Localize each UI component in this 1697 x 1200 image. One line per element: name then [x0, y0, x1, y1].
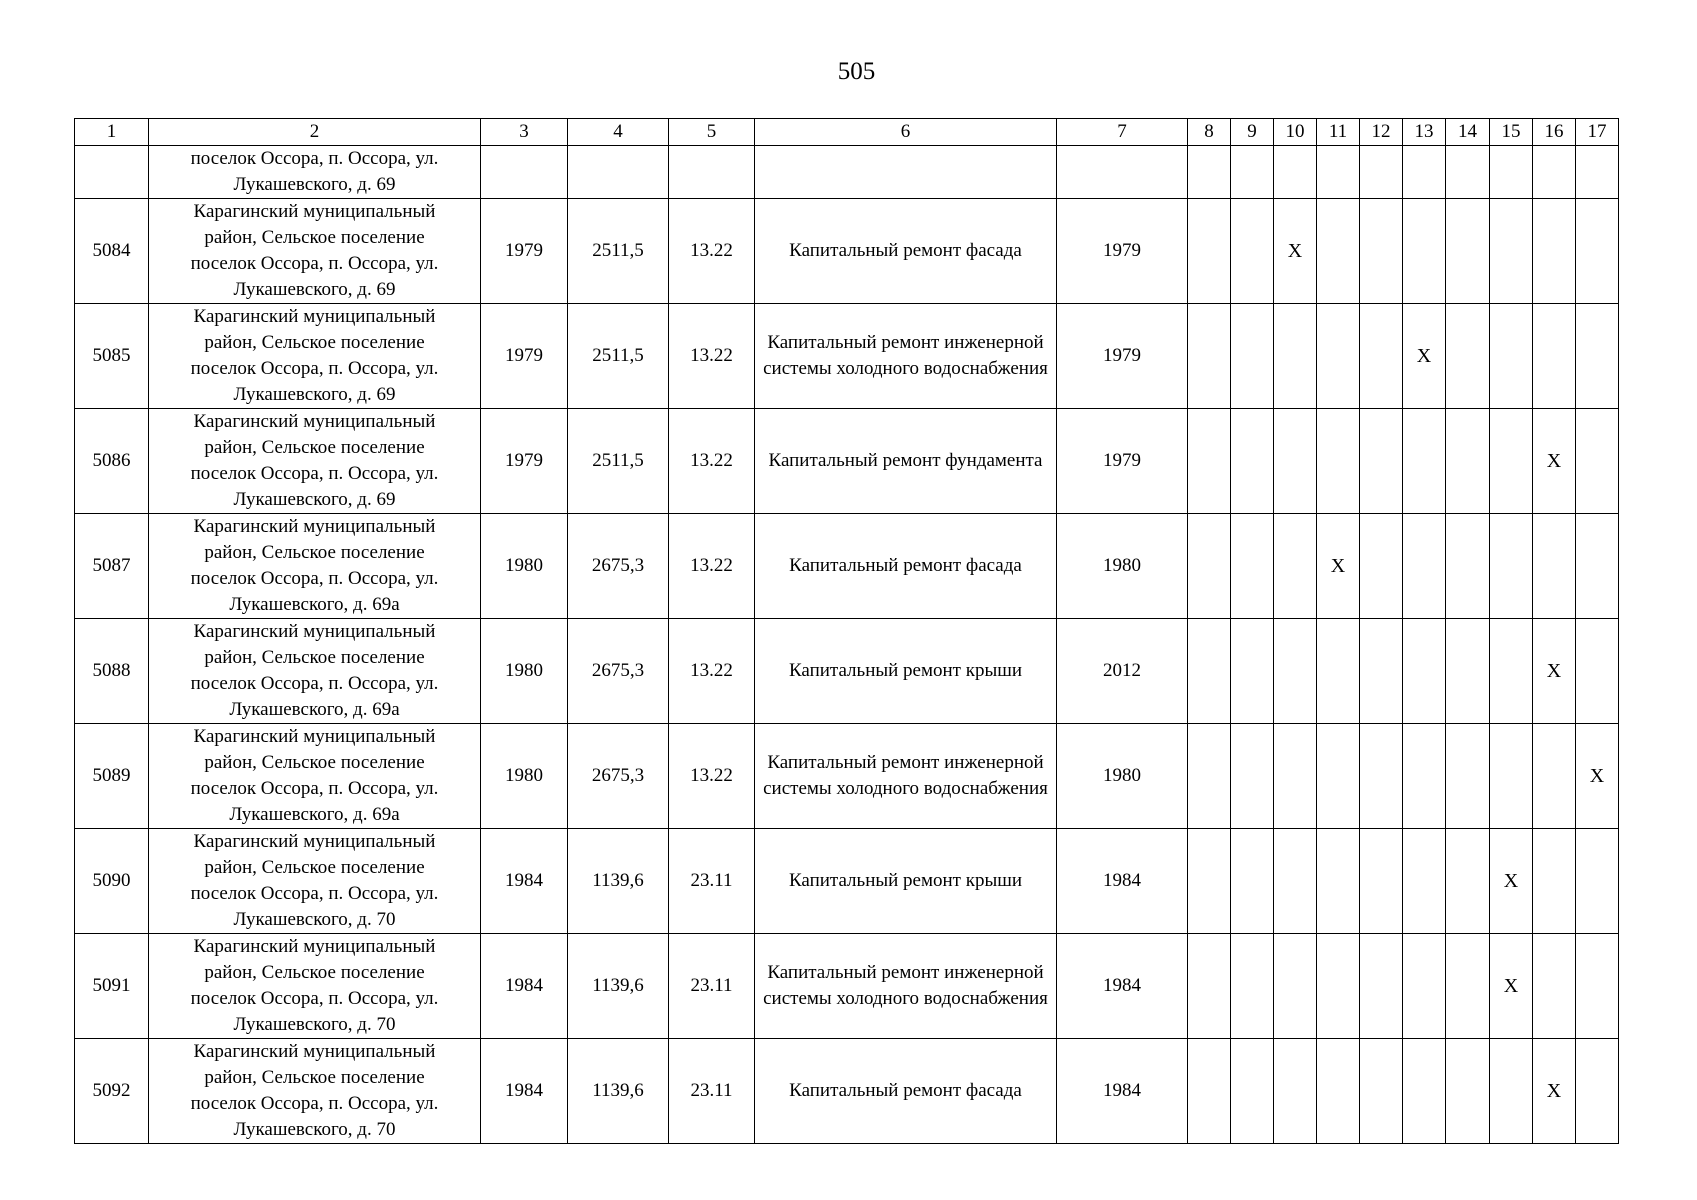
empty-cell: [1231, 199, 1274, 304]
table-row: [75, 934, 1619, 1039]
empty-cell: [1188, 829, 1231, 934]
code-cell: 23.11: [669, 1039, 755, 1144]
column-number-cell: 13: [1403, 119, 1446, 146]
table-row: [75, 304, 1619, 409]
empty-cell: [1490, 199, 1533, 304]
address-line: поселок Оссора, п. Оссора, ул.: [190, 673, 439, 694]
address-line: Карагинский муниципальный: [193, 306, 436, 327]
row-number-cell: 5090: [75, 829, 149, 934]
empty-cell: [1188, 146, 1231, 199]
empty-cell: [1274, 514, 1317, 619]
table-row: [75, 199, 1619, 304]
empty-cell: [1576, 934, 1619, 1039]
address-line: район, Сельское поселение: [204, 962, 425, 983]
empty-cell: [1188, 199, 1231, 304]
empty-cell: [669, 146, 755, 199]
mark-cell: X: [1490, 934, 1533, 1039]
empty-cell: [1576, 619, 1619, 724]
empty-cell: [1360, 724, 1403, 829]
empty-cell: [1231, 146, 1274, 199]
area-cell: 1139,6: [568, 1039, 669, 1144]
empty-cell: [755, 146, 1057, 199]
address-cell: [149, 199, 481, 304]
empty-cell: [1274, 724, 1317, 829]
year-cell: 1979: [1057, 199, 1188, 304]
empty-cell: [1360, 934, 1403, 1039]
empty-cell: [1188, 409, 1231, 514]
empty-cell: [1231, 724, 1274, 829]
empty-cell: [1533, 514, 1576, 619]
mark-cell: X: [1490, 829, 1533, 934]
mark-cell: X: [1533, 619, 1576, 724]
year-cell: 1979: [481, 199, 568, 304]
mark-cell: X: [1533, 1039, 1576, 1144]
empty-cell: [1533, 199, 1576, 304]
work-type-cell: Капитальный ремонт фасада: [755, 1039, 1057, 1144]
address-cell: [149, 146, 481, 199]
empty-cell: [1490, 514, 1533, 619]
column-number-cell: 5: [669, 119, 755, 146]
empty-cell: [1446, 1039, 1490, 1144]
empty-cell: [1446, 409, 1490, 514]
empty-cell: [1446, 724, 1490, 829]
address-line: Лукашевского, д. 69: [233, 174, 396, 195]
area-cell: 2675,3: [568, 619, 669, 724]
address-cell: [149, 409, 481, 514]
address-line: поселок Оссора, п. Оссора, ул.: [190, 358, 439, 379]
address-line: Карагинский муниципальный: [193, 621, 436, 642]
empty-cell: [1576, 409, 1619, 514]
empty-cell: [1188, 619, 1231, 724]
year-cell: 1980: [481, 724, 568, 829]
column-number-cell: 10: [1274, 119, 1317, 146]
empty-cell: [1403, 829, 1446, 934]
address-line: Лукашевского, д. 70: [233, 909, 396, 930]
year-cell: 1980: [1057, 514, 1188, 619]
empty-cell: [1274, 304, 1317, 409]
empty-cell: [1231, 934, 1274, 1039]
column-number-cell: 11: [1317, 119, 1360, 146]
empty-cell: [1446, 304, 1490, 409]
empty-cell: [1490, 619, 1533, 724]
empty-cell: [1317, 934, 1360, 1039]
empty-cell: [1490, 1039, 1533, 1144]
empty-cell: [568, 146, 669, 199]
address-line: поселок Оссора, п. Оссора, ул.: [190, 148, 439, 169]
work-type-cell: Капитальный ремонт крыши: [755, 619, 1057, 724]
empty-cell: [1231, 1039, 1274, 1144]
row-number-cell: 5085: [75, 304, 149, 409]
empty-cell: [1533, 934, 1576, 1039]
empty-cell: [1490, 146, 1533, 199]
area-cell: 2511,5: [568, 304, 669, 409]
address-line: Карагинский муниципальный: [193, 1041, 436, 1062]
work-type-cell: Капитальный ремонт фундамента: [755, 409, 1057, 514]
empty-cell: [1274, 1039, 1317, 1144]
code-cell: 13.22: [669, 514, 755, 619]
code-cell: 13.22: [669, 199, 755, 304]
area-cell: 1139,6: [568, 829, 669, 934]
address-line: Карагинский муниципальный: [193, 201, 436, 222]
empty-cell: [1360, 146, 1403, 199]
year-cell: 1979: [481, 409, 568, 514]
capital-repair-table: [74, 118, 1619, 1144]
empty-cell: [1446, 146, 1490, 199]
column-number-cell: 6: [755, 119, 1057, 146]
address-cell: [149, 934, 481, 1039]
empty-cell: [1446, 829, 1490, 934]
column-number-cell: 4: [568, 119, 669, 146]
address-line: Лукашевского, д. 70: [233, 1119, 396, 1140]
empty-cell: [1188, 1039, 1231, 1144]
address-line: Карагинский муниципальный: [193, 831, 436, 852]
empty-cell: [1317, 619, 1360, 724]
year-cell: 1984: [1057, 934, 1188, 1039]
empty-cell: [1360, 1039, 1403, 1144]
column-number-cell: 9: [1231, 119, 1274, 146]
table-row: [75, 1039, 1619, 1144]
table-row: [75, 514, 1619, 619]
empty-cell: [1490, 304, 1533, 409]
year-cell: 1980: [481, 514, 568, 619]
row-number-cell: 5091: [75, 934, 149, 1039]
empty-cell: [1274, 619, 1317, 724]
column-number-cell: 2: [149, 119, 481, 146]
address-line: Карагинский муниципальный: [193, 726, 436, 747]
code-cell: 13.22: [669, 724, 755, 829]
address-line: район, Сельское поселение: [204, 752, 425, 773]
empty-cell: [1188, 514, 1231, 619]
year-cell: 1984: [481, 1039, 568, 1144]
empty-cell: [1231, 304, 1274, 409]
column-number-row: [75, 119, 1619, 146]
empty-cell: [1403, 1039, 1446, 1144]
code-cell: 13.22: [669, 619, 755, 724]
work-type-cell: Капитальный ремонт фасада: [755, 514, 1057, 619]
continuation-row: [75, 146, 1619, 199]
year-cell: 2012: [1057, 619, 1188, 724]
empty-cell: [1188, 934, 1231, 1039]
empty-cell: [1057, 146, 1188, 199]
empty-cell: [1403, 934, 1446, 1039]
address-line: Лукашевского, д. 70: [233, 1014, 396, 1035]
address-line: район, Сельское поселение: [204, 857, 425, 878]
area-cell: 2511,5: [568, 199, 669, 304]
table-row: [75, 619, 1619, 724]
empty-cell: [1533, 146, 1576, 199]
year-cell: 1979: [1057, 304, 1188, 409]
empty-cell: [1490, 724, 1533, 829]
column-number-cell: 12: [1360, 119, 1403, 146]
address-cell: [149, 1039, 481, 1144]
column-number-cell: 3: [481, 119, 568, 146]
empty-cell: [1576, 146, 1619, 199]
address-cell: [149, 619, 481, 724]
address-line: Лукашевского, д. 69: [233, 384, 396, 405]
address-line: Карагинский муниципальный: [193, 516, 436, 537]
address-line: район, Сельское поселение: [204, 437, 425, 458]
empty-cell: [75, 146, 149, 199]
empty-cell: [1360, 304, 1403, 409]
empty-cell: [1274, 934, 1317, 1039]
address-line: Карагинский муниципальный: [193, 936, 436, 957]
area-cell: 1139,6: [568, 934, 669, 1039]
address-line: район, Сельское поселение: [204, 542, 425, 563]
table-row: [75, 409, 1619, 514]
empty-cell: [1360, 514, 1403, 619]
address-cell: [149, 304, 481, 409]
empty-cell: [1576, 1039, 1619, 1144]
column-number-cell: 7: [1057, 119, 1188, 146]
year-cell: 1984: [1057, 1039, 1188, 1144]
area-cell: 2675,3: [568, 514, 669, 619]
work-type-cell: Капитальный ремонт инженерной системы холодного водоснабжения: [755, 304, 1057, 409]
address-line: Лукашевского, д. 69а: [229, 699, 400, 720]
empty-cell: [1360, 199, 1403, 304]
empty-cell: [1317, 1039, 1360, 1144]
mark-cell: X: [1274, 199, 1317, 304]
code-cell: 13.22: [669, 304, 755, 409]
empty-cell: [1403, 199, 1446, 304]
empty-cell: [1360, 409, 1403, 514]
address-line: поселок Оссора, п. Оссора, ул.: [190, 253, 439, 274]
code-cell: 23.11: [669, 934, 755, 1039]
empty-cell: [1403, 619, 1446, 724]
year-cell: 1984: [481, 934, 568, 1039]
row-number-cell: 5092: [75, 1039, 149, 1144]
empty-cell: [1231, 409, 1274, 514]
empty-cell: [1317, 409, 1360, 514]
empty-cell: [1403, 146, 1446, 199]
empty-cell: [1274, 146, 1317, 199]
address-line: Лукашевского, д. 69а: [229, 594, 400, 615]
empty-cell: [1231, 829, 1274, 934]
mark-cell: X: [1533, 409, 1576, 514]
empty-cell: [1274, 829, 1317, 934]
address-line: район, Сельское поселение: [204, 1067, 425, 1088]
row-number-cell: 5089: [75, 724, 149, 829]
empty-cell: [1446, 199, 1490, 304]
address-cell: [149, 829, 481, 934]
empty-cell: [1403, 514, 1446, 619]
column-number-cell: 15: [1490, 119, 1533, 146]
address-line: поселок Оссора, п. Оссора, ул.: [190, 883, 439, 904]
empty-cell: [1576, 514, 1619, 619]
page-number: 505: [837, 58, 876, 85]
empty-cell: [1576, 829, 1619, 934]
mark-cell: X: [1403, 304, 1446, 409]
column-number-cell: 8: [1188, 119, 1231, 146]
address-line: район, Сельское поселение: [204, 647, 425, 668]
address-cell: [149, 724, 481, 829]
year-cell: 1984: [1057, 829, 1188, 934]
empty-cell: [1576, 199, 1619, 304]
work-type-cell: Капитальный ремонт фасада: [755, 199, 1057, 304]
empty-cell: [1274, 409, 1317, 514]
row-number-cell: 5084: [75, 199, 149, 304]
code-cell: 23.11: [669, 829, 755, 934]
year-cell: 1979: [1057, 409, 1188, 514]
row-number-cell: 5086: [75, 409, 149, 514]
empty-cell: [1360, 829, 1403, 934]
empty-cell: [1533, 829, 1576, 934]
empty-cell: [1231, 619, 1274, 724]
empty-cell: [1317, 199, 1360, 304]
address-line: поселок Оссора, п. Оссора, ул.: [190, 463, 439, 484]
row-number-cell: 5088: [75, 619, 149, 724]
empty-cell: [1446, 934, 1490, 1039]
empty-cell: [1360, 619, 1403, 724]
empty-cell: [1317, 724, 1360, 829]
table-row: [75, 829, 1619, 934]
empty-cell: [1533, 724, 1576, 829]
empty-cell: [481, 146, 568, 199]
empty-cell: [1188, 724, 1231, 829]
empty-cell: [1576, 304, 1619, 409]
year-cell: 1980: [1057, 724, 1188, 829]
row-number-cell: 5087: [75, 514, 149, 619]
empty-cell: [1188, 304, 1231, 409]
work-type-cell: Капитальный ремонт крыши: [755, 829, 1057, 934]
year-cell: 1980: [481, 619, 568, 724]
address-line: район, Сельское поселение: [204, 227, 425, 248]
mark-cell: X: [1576, 724, 1619, 829]
address-line: район, Сельское поселение: [204, 332, 425, 353]
column-number-cell: 17: [1576, 119, 1619, 146]
column-number-cell: 14: [1446, 119, 1490, 146]
year-cell: 1979: [481, 304, 568, 409]
year-cell: 1984: [481, 829, 568, 934]
address-line: поселок Оссора, п. Оссора, ул.: [190, 568, 439, 589]
empty-cell: [1231, 514, 1274, 619]
address-line: поселок Оссора, п. Оссора, ул.: [190, 778, 439, 799]
empty-cell: [1446, 619, 1490, 724]
mark-cell: X: [1317, 514, 1360, 619]
column-number-cell: 16: [1533, 119, 1576, 146]
work-type-cell: Капитальный ремонт инженерной системы холодного водоснабжения: [755, 934, 1057, 1039]
work-type-cell: Капитальный ремонт инженерной системы холодного водоснабжения: [755, 724, 1057, 829]
empty-cell: [1490, 409, 1533, 514]
empty-cell: [1317, 304, 1360, 409]
empty-cell: [1403, 409, 1446, 514]
address-cell: [149, 514, 481, 619]
empty-cell: [1317, 146, 1360, 199]
table-body: [75, 119, 1619, 1144]
empty-cell: [1317, 829, 1360, 934]
address-line: Карагинский муниципальный: [193, 411, 436, 432]
empty-cell: [1446, 514, 1490, 619]
address-line: поселок Оссора, п. Оссора, ул.: [190, 1093, 439, 1114]
address-line: Лукашевского, д. 69: [233, 489, 396, 510]
column-number-cell: 1: [75, 119, 149, 146]
table-row: [75, 724, 1619, 829]
empty-cell: [1533, 304, 1576, 409]
empty-cell: [1403, 724, 1446, 829]
code-cell: 13.22: [669, 409, 755, 514]
address-line: поселок Оссора, п. Оссора, ул.: [190, 988, 439, 1009]
address-line: Лукашевского, д. 69: [233, 279, 396, 300]
area-cell: 2675,3: [568, 724, 669, 829]
area-cell: 2511,5: [568, 409, 669, 514]
address-line: Лукашевского, д. 69а: [229, 804, 400, 825]
